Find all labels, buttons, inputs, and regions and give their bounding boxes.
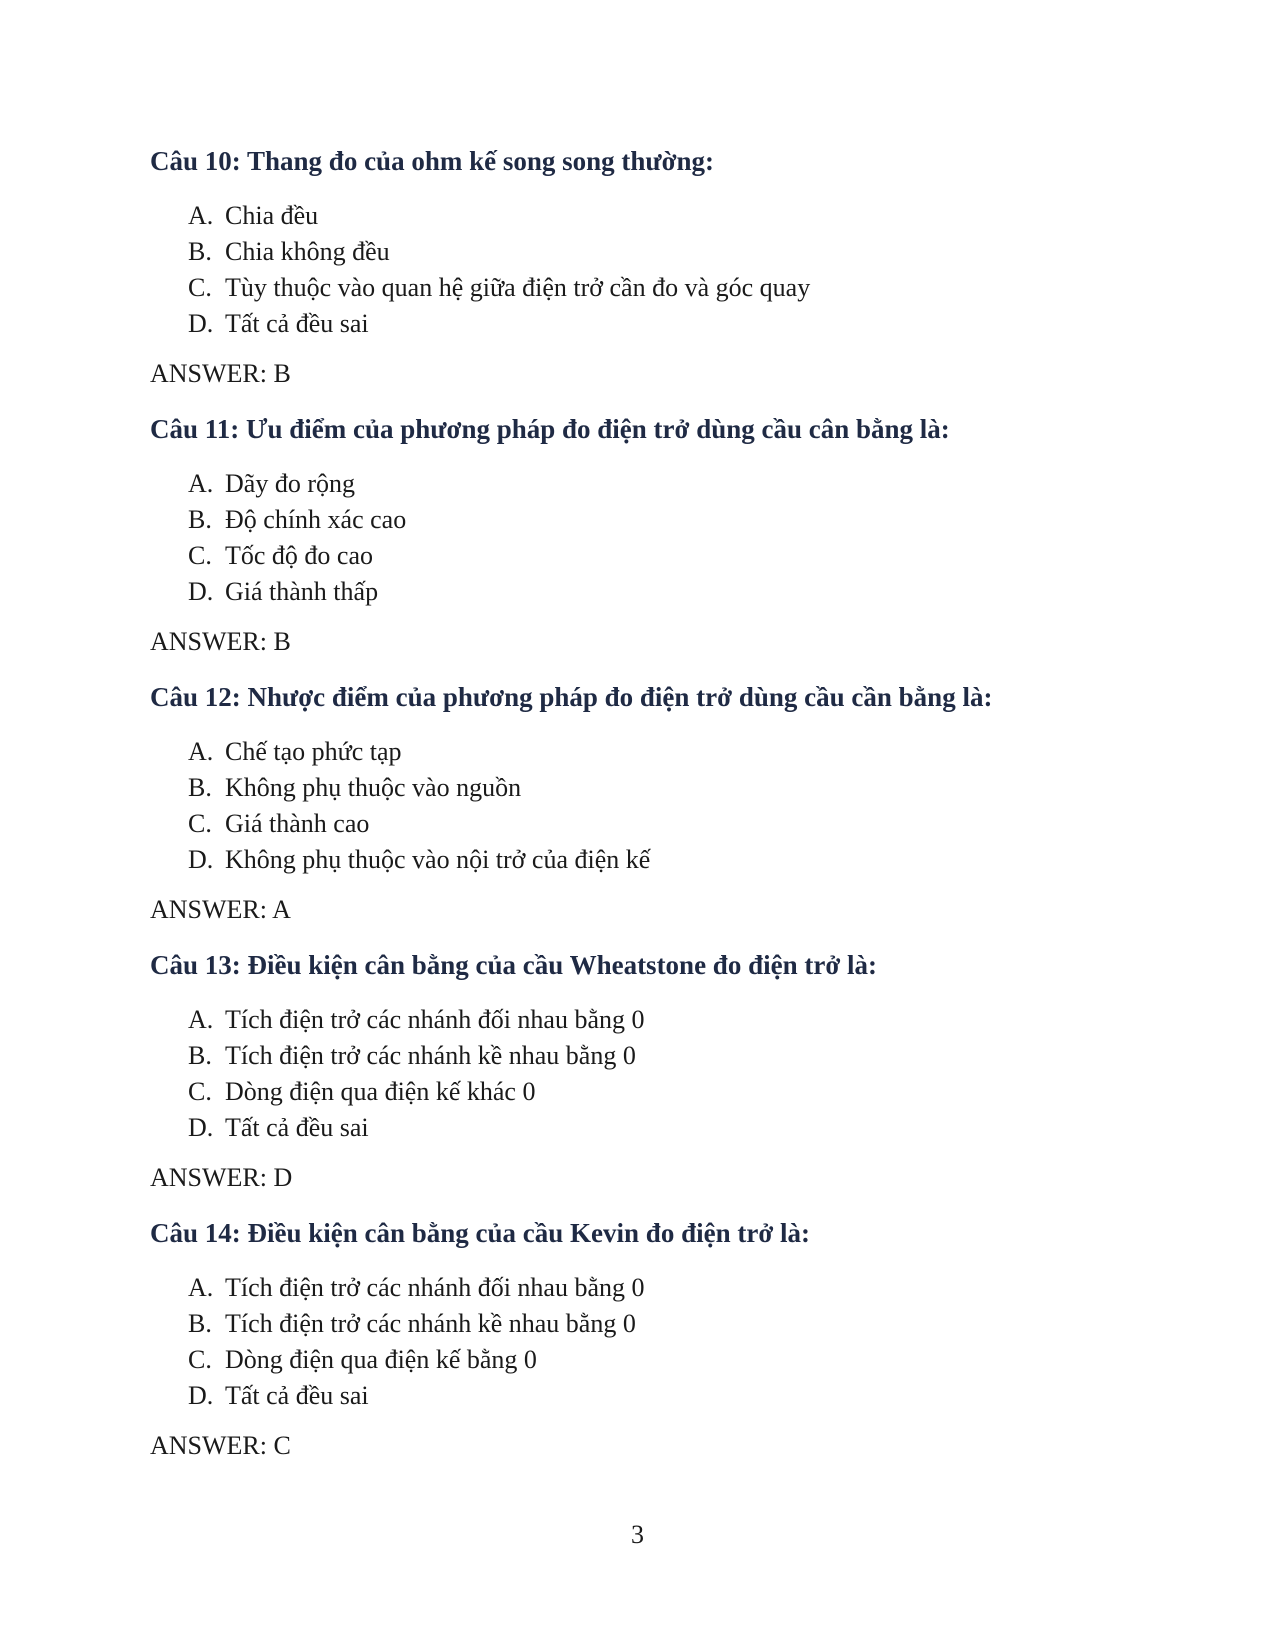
option-letter: A. bbox=[188, 469, 214, 498]
option-letter: C. bbox=[188, 1077, 212, 1106]
option-text: Tùy thuộc vào quan hệ giữa điện trở cần đo và góc quay bbox=[225, 273, 811, 302]
option-letter: D. bbox=[188, 577, 214, 606]
option-letter: A. bbox=[188, 201, 214, 230]
option-letter: B. bbox=[188, 237, 212, 266]
question-block bbox=[150, 145, 1150, 390]
option-text: Tích điện trở các nhánh đối nhau bằng 0 bbox=[225, 1005, 645, 1034]
option-text: Không phụ thuộc vào nguồn bbox=[225, 773, 522, 802]
question-title: Câu 14: Điều kiện cân bằng của cầu Kevin đo điện trở là: bbox=[150, 1218, 811, 1248]
option-item bbox=[188, 1342, 1150, 1378]
option-text: Tích điện trở các nhánh kề nhau bằng 0 bbox=[225, 1041, 636, 1070]
option-text: Tích điện trở các nhánh đối nhau bằng 0 bbox=[225, 1273, 645, 1302]
option-item bbox=[188, 306, 1150, 342]
page-number: 3 bbox=[631, 1520, 644, 1549]
option-text: Chia không đều bbox=[225, 237, 390, 266]
question-title: Câu 11: Ưu điểm của phương pháp đo điện trở dùng cầu cân bằng là: bbox=[150, 414, 950, 444]
option-letter: A. bbox=[188, 737, 214, 766]
option-item bbox=[188, 538, 1150, 574]
answer-line: ANSWER: B bbox=[150, 359, 291, 388]
answer-line: ANSWER: A bbox=[150, 895, 291, 924]
option-item bbox=[188, 806, 1150, 842]
option-letter: B. bbox=[188, 1041, 212, 1070]
option-letter: B. bbox=[188, 505, 212, 534]
option-item bbox=[188, 270, 1150, 306]
option-text: Dòng điện qua điện kế khác 0 bbox=[225, 1077, 536, 1106]
option-letter: C. bbox=[188, 1345, 212, 1374]
answer-line: ANSWER: C bbox=[150, 1431, 291, 1460]
question-block bbox=[150, 1217, 1150, 1462]
option-letter: D. bbox=[188, 845, 214, 874]
option-letter: C. bbox=[188, 273, 212, 302]
question-block bbox=[150, 949, 1150, 1194]
option-text: Tích điện trở các nhánh kề nhau bằng 0 bbox=[225, 1309, 636, 1338]
option-letter: B. bbox=[188, 1309, 212, 1338]
option-letter: A. bbox=[188, 1273, 214, 1302]
option-letter: D. bbox=[188, 1113, 214, 1142]
option-text: Không phụ thuộc vào nội trở của điện kế bbox=[225, 845, 651, 874]
option-list bbox=[188, 1270, 1150, 1414]
option-item bbox=[188, 1306, 1150, 1342]
option-list bbox=[188, 1002, 1150, 1146]
option-item bbox=[188, 1038, 1150, 1074]
option-letter: A. bbox=[188, 1005, 214, 1034]
option-item bbox=[188, 574, 1150, 610]
option-item bbox=[188, 1110, 1150, 1146]
option-text: Giá thành thấp bbox=[225, 577, 379, 606]
option-item bbox=[188, 842, 1150, 878]
option-text: Tất cả đều sai bbox=[225, 1381, 369, 1410]
option-item bbox=[188, 466, 1150, 502]
option-text: Tất cả đều sai bbox=[225, 1113, 369, 1142]
option-text: Dãy đo rộng bbox=[225, 469, 355, 498]
option-text: Chế tạo phức tạp bbox=[225, 737, 402, 766]
option-text: Độ chính xác cao bbox=[225, 505, 407, 534]
option-text: Chia đều bbox=[225, 201, 319, 230]
option-item bbox=[188, 1074, 1150, 1110]
option-item bbox=[188, 770, 1150, 806]
option-letter: D. bbox=[188, 309, 214, 338]
option-letter: B. bbox=[188, 773, 212, 802]
question-title: Câu 10: Thang đo của ohm kế song song thường: bbox=[150, 146, 715, 176]
option-letter: C. bbox=[188, 809, 212, 838]
question-block bbox=[150, 413, 1150, 658]
option-list bbox=[188, 466, 1150, 610]
option-item bbox=[188, 1002, 1150, 1038]
question-title: Câu 12: Nhược điểm của phương pháp đo điện trở dùng cầu cần bằng là: bbox=[150, 682, 993, 712]
answer-line: ANSWER: B bbox=[150, 627, 291, 656]
option-item bbox=[188, 1270, 1150, 1306]
option-item bbox=[188, 1378, 1150, 1414]
answer-line: ANSWER: D bbox=[150, 1163, 293, 1192]
question-block bbox=[150, 681, 1150, 926]
option-text: Tất cả đều sai bbox=[225, 309, 369, 338]
option-list bbox=[188, 198, 1150, 342]
option-list bbox=[188, 734, 1150, 878]
question-title: Câu 13: Điều kiện cân bằng của cầu Wheatstone đo điện trở là: bbox=[150, 950, 878, 980]
option-item bbox=[188, 502, 1150, 538]
option-text: Giá thành cao bbox=[225, 809, 370, 838]
option-letter: D. bbox=[188, 1381, 214, 1410]
option-letter: C. bbox=[188, 541, 212, 570]
option-item bbox=[188, 234, 1150, 270]
option-text: Dòng điện qua điện kế bằng 0 bbox=[225, 1345, 537, 1374]
option-item bbox=[188, 734, 1150, 770]
option-item bbox=[188, 198, 1150, 234]
option-text: Tốc độ đo cao bbox=[225, 541, 374, 570]
